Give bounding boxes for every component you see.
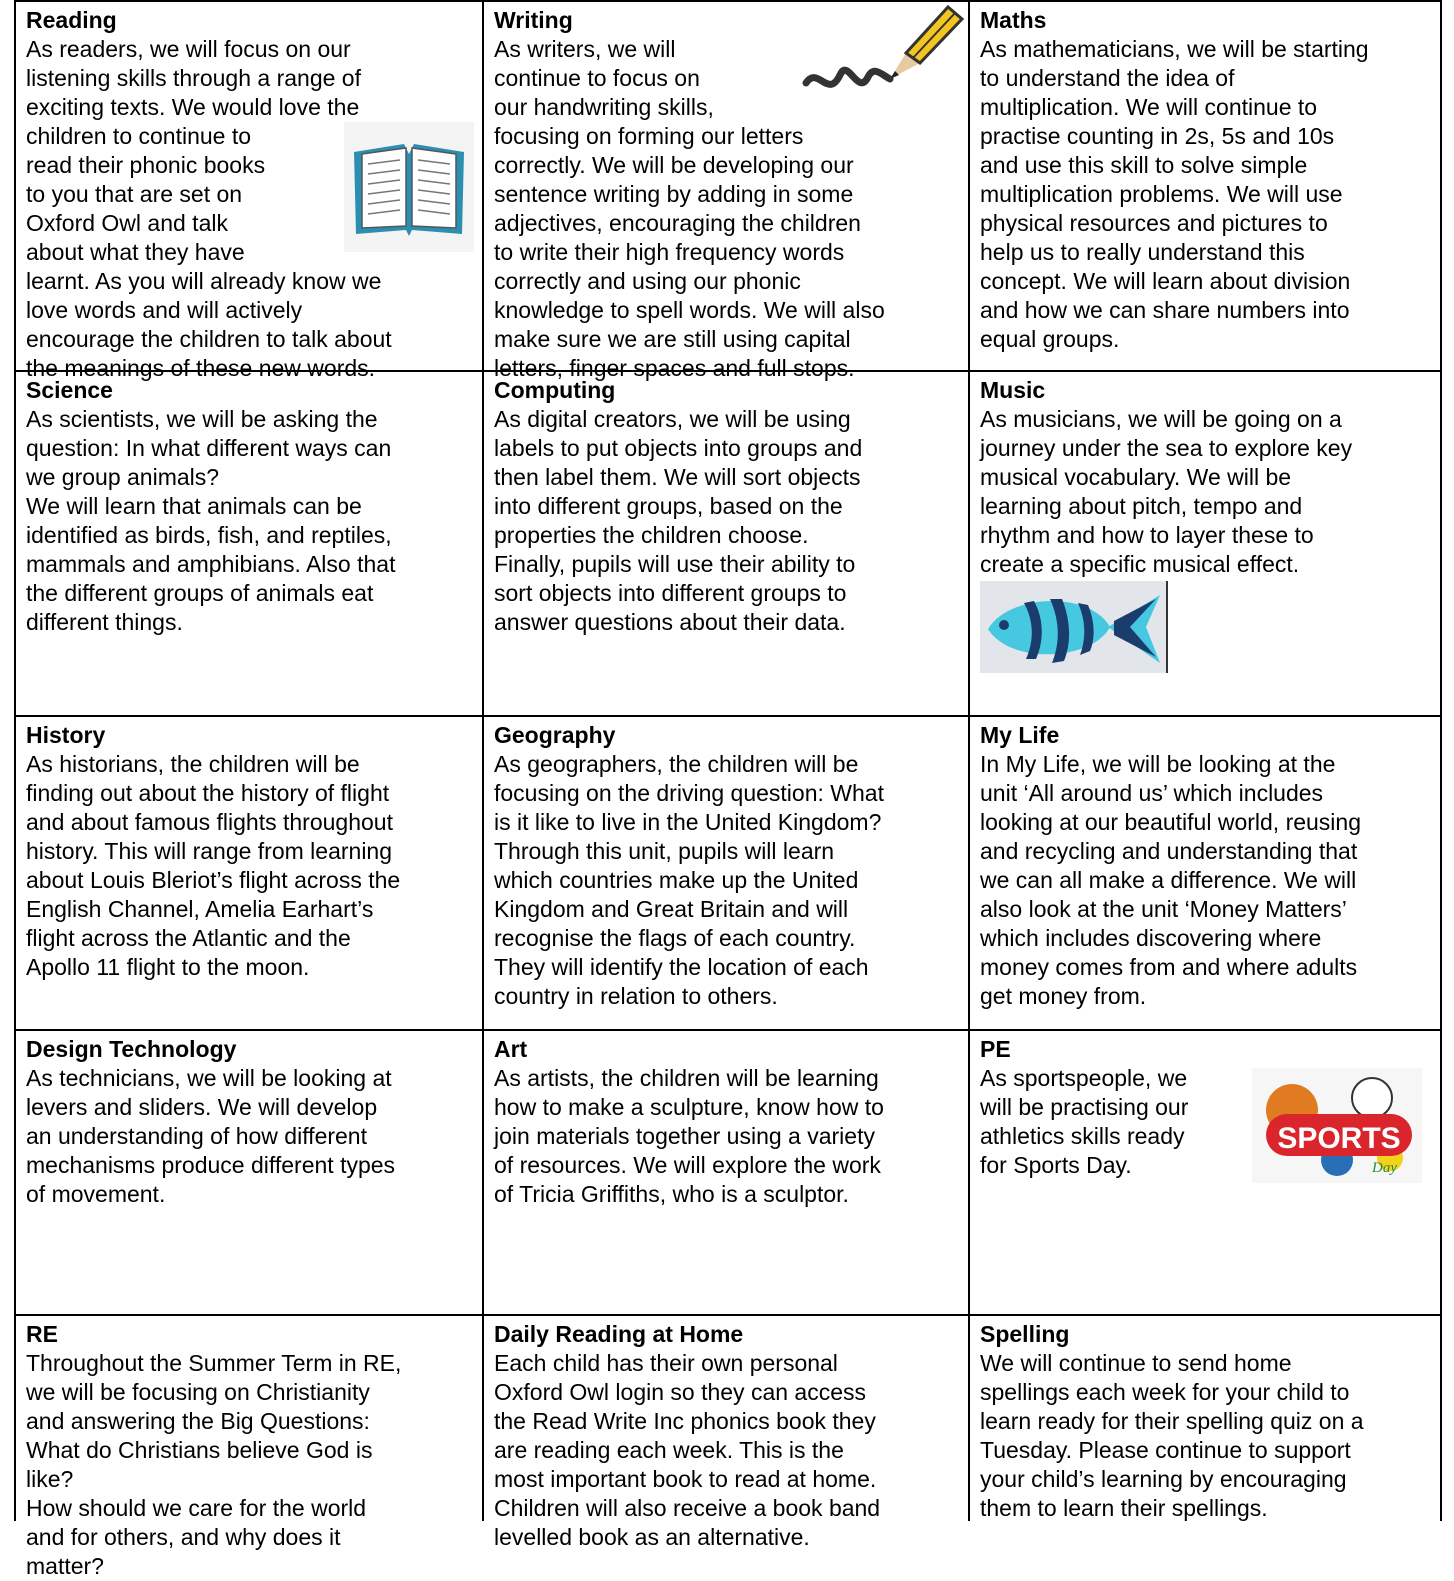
cell-title: Spelling bbox=[980, 1321, 1070, 1347]
body-line: and about famous flights throughout bbox=[26, 809, 393, 835]
body-line: Through this unit, pupils will learn bbox=[494, 838, 835, 864]
body-line: the meanings of these new words. bbox=[26, 355, 376, 381]
body-line: equal groups. bbox=[980, 326, 1120, 352]
body-line: of resources. We will explore the work bbox=[494, 1152, 881, 1178]
body-line: concept. We will learn about division bbox=[980, 268, 1351, 294]
body-line: children to continue to bbox=[26, 123, 252, 149]
cell-title: Geography bbox=[494, 722, 616, 748]
svg-text:Day: Day bbox=[1372, 1160, 1397, 1176]
pencil-icon bbox=[798, 5, 968, 115]
body-line: Throughout the Summer Term in RE, bbox=[26, 1350, 402, 1376]
body-line: Kingdom and Great Britain and will bbox=[494, 896, 849, 922]
body-line: create a specific musical effect. bbox=[980, 551, 1300, 577]
body-line: letters, finger spaces and full stops. bbox=[494, 355, 855, 381]
cell-body bbox=[26, 35, 474, 383]
body-line: finding out about the history of flight bbox=[26, 780, 390, 806]
cell-title: Art bbox=[494, 1036, 528, 1062]
cell-body bbox=[494, 405, 960, 637]
body-line: adjectives, encouraging the children bbox=[494, 210, 861, 236]
cell-history bbox=[14, 717, 484, 1031]
cell-body bbox=[494, 35, 960, 383]
body-line: focusing on forming our letters bbox=[494, 123, 804, 149]
body-line: As technicians, we will be looking at bbox=[26, 1065, 392, 1091]
body-line: them to learn their spellings. bbox=[980, 1495, 1268, 1521]
cell-title: History bbox=[26, 722, 106, 748]
body-line: and how we can share numbers into bbox=[980, 297, 1350, 323]
cell-body bbox=[26, 405, 474, 637]
body-line: we can all make a difference. We will bbox=[980, 867, 1357, 893]
cell-body bbox=[26, 1349, 474, 1581]
body-line: As geographers, the children will be bbox=[494, 751, 859, 777]
sports-logo-text: SPORTS bbox=[1277, 1122, 1401, 1155]
body-line: focusing on the driving question: What bbox=[494, 780, 884, 806]
body-line: is it like to live in the United Kingdom? bbox=[494, 809, 882, 835]
body-line: and for others, and why does it bbox=[26, 1524, 341, 1550]
body-line: into different groups, based on the bbox=[494, 493, 843, 519]
body-line: unit ‘All around us’ which includes bbox=[980, 780, 1324, 806]
body-line: read their phonic books bbox=[26, 152, 266, 178]
body-line: like? bbox=[26, 1466, 74, 1492]
body-line: Oxford Owl login so they can access bbox=[494, 1379, 866, 1405]
body-line: athletics skills ready bbox=[980, 1123, 1185, 1149]
body-line: answer questions about their data. bbox=[494, 609, 846, 635]
body-line: different things. bbox=[26, 609, 183, 635]
body-line: rhythm and how to layer these to bbox=[980, 522, 1314, 548]
body-line: join materials together using a variety bbox=[494, 1123, 875, 1149]
body-line: As sportspeople, we bbox=[980, 1065, 1188, 1091]
cell-body bbox=[26, 750, 474, 982]
body-line: to you that are set on bbox=[26, 181, 243, 207]
body-line: knowledge to spell words. We will also bbox=[494, 297, 885, 323]
body-line: looking at our beautiful world, reusing bbox=[980, 809, 1362, 835]
body-line: sentence writing by adding in some bbox=[494, 181, 854, 207]
body-line: your child’s learning by encouraging bbox=[980, 1466, 1347, 1492]
fish-icon bbox=[980, 581, 1168, 673]
cell-body bbox=[26, 1064, 474, 1209]
body-line: learnt. As you will already know we bbox=[26, 268, 382, 294]
body-line: history. This will range from learning bbox=[26, 838, 393, 864]
body-line: continue to focus on bbox=[494, 65, 700, 91]
body-line: of movement. bbox=[26, 1181, 166, 1207]
cell-title: PE bbox=[980, 1036, 1011, 1062]
cell-art bbox=[484, 1031, 970, 1316]
cell-maths bbox=[970, 0, 1442, 372]
body-line: We will learn that animals can be bbox=[26, 493, 362, 519]
body-line: recognise the flags of each country. bbox=[494, 925, 856, 951]
cell-daily-reading bbox=[484, 1316, 970, 1550]
body-line: As scientists, we will be asking the bbox=[26, 406, 378, 432]
cell-body bbox=[980, 35, 1432, 354]
body-line: how to make a sculpture, know how to bbox=[494, 1094, 884, 1120]
cell-title: Science bbox=[26, 377, 113, 403]
cell-title: My Life bbox=[980, 722, 1060, 748]
body-line: Finally, pupils will use their ability to bbox=[494, 551, 856, 577]
body-line: sort objects into different groups to bbox=[494, 580, 847, 606]
cell-body bbox=[980, 1349, 1432, 1523]
body-line: an understanding of how different bbox=[26, 1123, 367, 1149]
body-line: we will be focusing on Christianity bbox=[26, 1379, 370, 1405]
body-line: mammals and amphibians. Also that bbox=[26, 551, 396, 577]
body-line: and answering the Big Questions: bbox=[26, 1408, 370, 1434]
body-line: the Read Write Inc phonics book they bbox=[494, 1408, 876, 1434]
cell-title: Reading bbox=[26, 7, 117, 33]
body-line: and use this skill to solve simple bbox=[980, 152, 1308, 178]
body-line: of Tricia Griffiths, who is a sculptor. bbox=[494, 1181, 849, 1207]
body-line: Each child has their own personal bbox=[494, 1350, 838, 1376]
body-line: flight across the Atlantic and the bbox=[26, 925, 351, 951]
body-line: levelled book as an alternative. bbox=[494, 1524, 810, 1550]
body-line: How should we care for the world bbox=[26, 1495, 367, 1521]
body-line: As readers, we will focus on our bbox=[26, 36, 351, 62]
body-line: about Louis Bleriot’s flight across the bbox=[26, 867, 401, 893]
body-line: As writers, we will bbox=[494, 36, 676, 62]
body-line: make sure we are still using capital bbox=[494, 326, 851, 352]
body-line: listening skills through a range of bbox=[26, 65, 361, 91]
cell-body bbox=[980, 405, 1432, 579]
body-line: identified as birds, fish, and reptiles, bbox=[26, 522, 392, 548]
body-line: As artists, the children will be learning bbox=[494, 1065, 879, 1091]
cell-music bbox=[970, 372, 1442, 717]
body-line: for Sports Day. bbox=[980, 1152, 1132, 1178]
body-line: question: In what different ways can bbox=[26, 435, 392, 461]
cell-spelling bbox=[970, 1316, 1442, 1521]
body-line: love words and will actively bbox=[26, 297, 303, 323]
cell-title: Writing bbox=[494, 7, 573, 33]
body-line: learning about pitch, tempo and bbox=[980, 493, 1303, 519]
body-line: spellings each week for your child to bbox=[980, 1379, 1350, 1405]
body-line: most important book to read at home. bbox=[494, 1466, 877, 1492]
body-line: and recycling and understanding that bbox=[980, 838, 1358, 864]
body-line: money comes from and where adults bbox=[980, 954, 1358, 980]
cell-computing bbox=[484, 372, 970, 717]
body-line: multiplication. We will continue to bbox=[980, 94, 1318, 120]
topic-grid bbox=[14, 0, 1442, 1579]
body-line: As historians, the children will be bbox=[26, 751, 360, 777]
cell-reading bbox=[14, 0, 484, 381]
body-line: about what they have bbox=[26, 239, 245, 265]
body-line: Apollo 11 flight to the moon. bbox=[26, 954, 310, 980]
body-line: learn ready for their spelling quiz on a bbox=[980, 1408, 1364, 1434]
body-line: English Channel, Amelia Earhart’s bbox=[26, 896, 374, 922]
body-line: then label them. We will sort objects bbox=[494, 464, 861, 490]
body-line: correctly and using our phonic bbox=[494, 268, 801, 294]
body-line: also look at the unit ‘Money Matters’ bbox=[980, 896, 1347, 922]
body-line: get money from. bbox=[980, 983, 1147, 1009]
body-line: As musicians, we will be going on a bbox=[980, 406, 1342, 432]
body-line: which countries make up the United bbox=[494, 867, 859, 893]
cell-title: RE bbox=[26, 1321, 58, 1347]
body-line: are reading each week. This is the bbox=[494, 1437, 844, 1463]
body-line: Oxford Owl and talk bbox=[26, 210, 228, 236]
body-line: In My Life, we will be looking at the bbox=[980, 751, 1336, 777]
body-line: journey under the sea to explore key bbox=[980, 435, 1353, 461]
cell-geography bbox=[484, 717, 970, 1031]
body-line: we group animals? bbox=[26, 464, 220, 490]
body-line: encourage the children to talk about bbox=[26, 326, 392, 352]
cell-writing bbox=[484, 0, 970, 381]
body-line: will be practising our bbox=[980, 1094, 1189, 1120]
body-line: Tuesday. Please continue to support bbox=[980, 1437, 1351, 1463]
body-line: Children will also receive a book band bbox=[494, 1495, 881, 1521]
book-icon bbox=[344, 122, 474, 252]
body-line: levers and sliders. We will develop bbox=[26, 1094, 378, 1120]
body-line: They will identify the location of each bbox=[494, 954, 869, 980]
body-line: multiplication problems. We will use bbox=[980, 181, 1343, 207]
cell-my-life bbox=[970, 717, 1442, 1031]
body-line: What do Christians believe God is bbox=[26, 1437, 373, 1463]
cell-title: Computing bbox=[494, 377, 616, 403]
body-line: the different groups of animals eat bbox=[26, 580, 374, 606]
body-line: labels to put objects into groups and bbox=[494, 435, 863, 461]
body-line: We will continue to send home bbox=[980, 1350, 1292, 1376]
cell-design-technology bbox=[14, 1031, 484, 1316]
cell-body bbox=[980, 1064, 1432, 1180]
body-line: practise counting in 2s, 5s and 10s bbox=[980, 123, 1335, 149]
body-line: matter? bbox=[26, 1553, 104, 1579]
body-line: to write their high frequency words bbox=[494, 239, 845, 265]
cell-body bbox=[494, 1064, 960, 1209]
body-line: country in relation to others. bbox=[494, 983, 778, 1009]
cell-re bbox=[14, 1316, 484, 1579]
cell-body bbox=[980, 750, 1432, 1011]
body-line: help us to really understand this bbox=[980, 239, 1305, 265]
body-line: mechanisms produce different types bbox=[26, 1152, 396, 1178]
cell-title: Music bbox=[980, 377, 1046, 403]
cell-title: Design Technology bbox=[26, 1036, 237, 1062]
body-line: physical resources and pictures to bbox=[980, 210, 1328, 236]
body-line: our handwriting skills, bbox=[494, 94, 714, 120]
body-line: exciting texts. We would love the bbox=[26, 94, 360, 120]
cell-pe bbox=[970, 1031, 1442, 1316]
body-line: properties the children choose. bbox=[494, 522, 809, 548]
cell-title: Maths bbox=[980, 7, 1047, 33]
sports-day-icon bbox=[1252, 1068, 1422, 1183]
body-line: As digital creators, we will be using bbox=[494, 406, 851, 432]
body-line: correctly. We will be developing our bbox=[494, 152, 854, 178]
body-line: to understand the idea of bbox=[980, 65, 1235, 91]
body-line: musical vocabulary. We will be bbox=[980, 464, 1292, 490]
cell-body bbox=[494, 750, 960, 1011]
cell-title: Daily Reading at Home bbox=[494, 1321, 744, 1347]
cell-science bbox=[14, 372, 484, 717]
body-line: which includes discovering where bbox=[980, 925, 1322, 951]
cell-body bbox=[494, 1349, 960, 1552]
body-line: As mathematicians, we will be starting bbox=[980, 36, 1369, 62]
